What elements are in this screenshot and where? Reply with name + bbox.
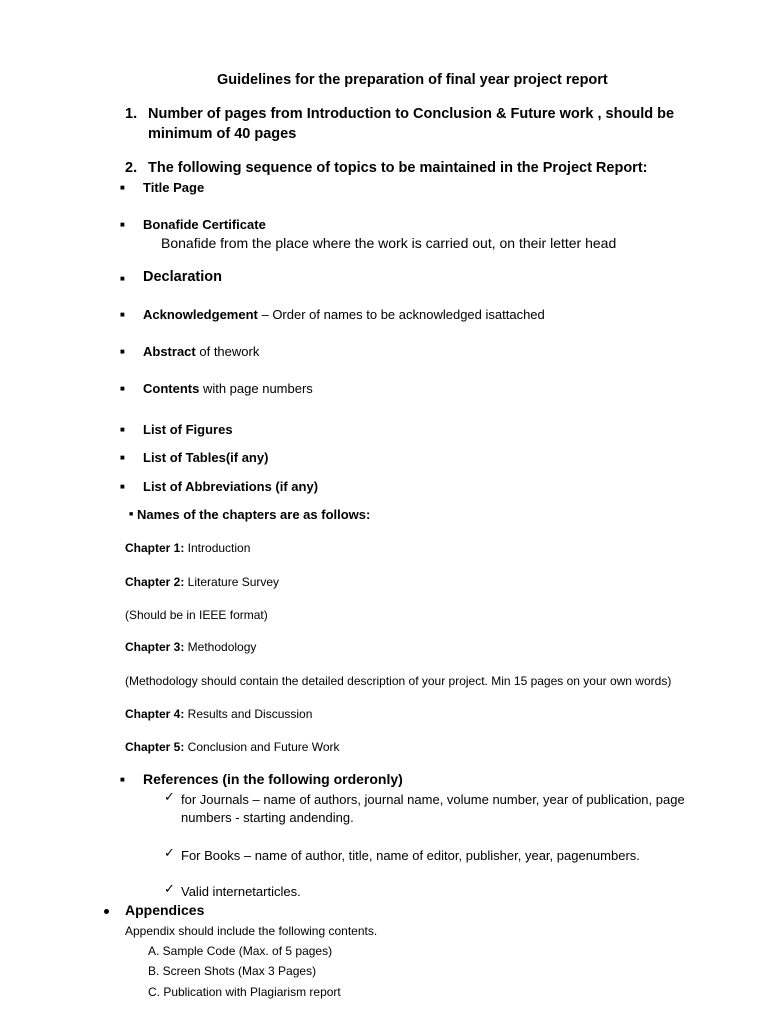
chapter-name: Conclusion and Future Work (184, 740, 340, 754)
reference-internet: Valid internetarticles. (181, 884, 301, 899)
point-1-text-line1: Number of pages from Introduction to Conclusion & Future work , should be (148, 106, 675, 122)
reference-journals-line1: for Journals – name of authors, journal name, volume number, year of publication, page (181, 792, 685, 807)
square-bullet-icon: ■ (120, 183, 125, 192)
appendix-item-c: C. Publication with Plagiarism report (148, 985, 341, 999)
chapter-5 (125, 740, 340, 754)
chapters-heading: Names of the chapters are as follows: (137, 507, 371, 522)
square-bullet-icon: ■ (120, 482, 125, 491)
item-acknowledgement (143, 307, 545, 322)
chapter-2-note: (Should be in IEEE format) (125, 608, 268, 622)
appendix-item-b: B. Screen Shots (Max 3 Pages) (148, 964, 317, 978)
checkmark-icon: ✓ (164, 881, 175, 896)
chapter-3 (125, 640, 256, 654)
square-bullet-icon: ■ (120, 274, 125, 283)
square-bullet-icon: ■ (120, 425, 125, 434)
point-1-text-line2: minimum of 40 pages (148, 126, 297, 142)
chapter-4 (125, 707, 312, 721)
square-bullet-icon: ■ (129, 511, 134, 518)
square-bullet-icon: ■ (120, 310, 125, 319)
item-list-of-tables: List of Tables(if any) (143, 450, 269, 465)
square-bullet-icon: ■ (120, 220, 125, 229)
chapter-name: Methodology (184, 640, 257, 654)
appendices-heading: Appendices (125, 902, 205, 918)
chapter-name: Results and Discussion (184, 707, 313, 721)
item-list-of-figures: List of Figures (143, 422, 233, 437)
item-abstract (143, 344, 259, 359)
chapter-1 (125, 541, 250, 555)
checkmark-icon: ✓ (164, 845, 175, 860)
abstract-label: Abstract (143, 344, 196, 359)
abstract-detail: of thework (195, 344, 260, 359)
acknowledgement-label: Acknowledgement (143, 307, 258, 322)
round-bullet-icon (104, 909, 109, 914)
chapter-label: Chapter 4: (125, 707, 185, 721)
point-1-number: 1. (125, 106, 138, 122)
point-2-text: The following sequence of topics to be maintained in the Project Report: (148, 160, 648, 176)
chapter-3-note: (Methodology should contain the detailed description of your project. Min 15 pages on your own words) (125, 674, 672, 688)
chapter-label: Chapter 5: (125, 740, 185, 754)
item-list-of-abbreviations: List of Abbreviations (if any) (143, 479, 319, 494)
contents-detail: with page numbers (199, 381, 313, 396)
chapter-2 (125, 575, 279, 589)
chapter-name: Introduction (184, 541, 251, 555)
square-bullet-icon: ■ (120, 775, 125, 784)
references-heading: References (in the following orderonly) (143, 771, 403, 787)
chapter-label: Chapter 2: (125, 575, 185, 589)
item-title-page: Title Page (143, 180, 205, 195)
checkmark-icon: ✓ (164, 789, 175, 804)
square-bullet-icon: ■ (120, 384, 125, 393)
item-contents (143, 381, 313, 396)
chapter-label: Chapter 1: (125, 541, 185, 555)
item-bonafide-certificate: Bonafide Certificate (143, 217, 266, 232)
document-title: Guidelines for the preparation of final year project report (217, 72, 608, 88)
reference-books: For Books – name of author, title, name of editor, publisher, year, pagenumbers. (181, 848, 640, 863)
reference-journals-line2: numbers - starting andending. (181, 810, 354, 825)
chapter-label: Chapter 3: (125, 640, 185, 654)
acknowledgement-detail: – Order of names to be acknowledged isattached (257, 307, 545, 322)
square-bullet-icon: ■ (120, 347, 125, 356)
appendix-item-a: A. Sample Code (Max. of 5 pages) (148, 944, 333, 958)
contents-label: Contents (143, 381, 200, 396)
appendices-intro: Appendix should include the following contents. (125, 924, 378, 938)
square-bullet-icon: ■ (120, 453, 125, 462)
chapter-name: Literature Survey (184, 575, 280, 589)
point-2-number: 2. (125, 160, 138, 176)
item-declaration: Declaration (143, 269, 222, 285)
bonafide-note: Bonafide from the place where the work is carried out, on their letter head (161, 235, 617, 251)
